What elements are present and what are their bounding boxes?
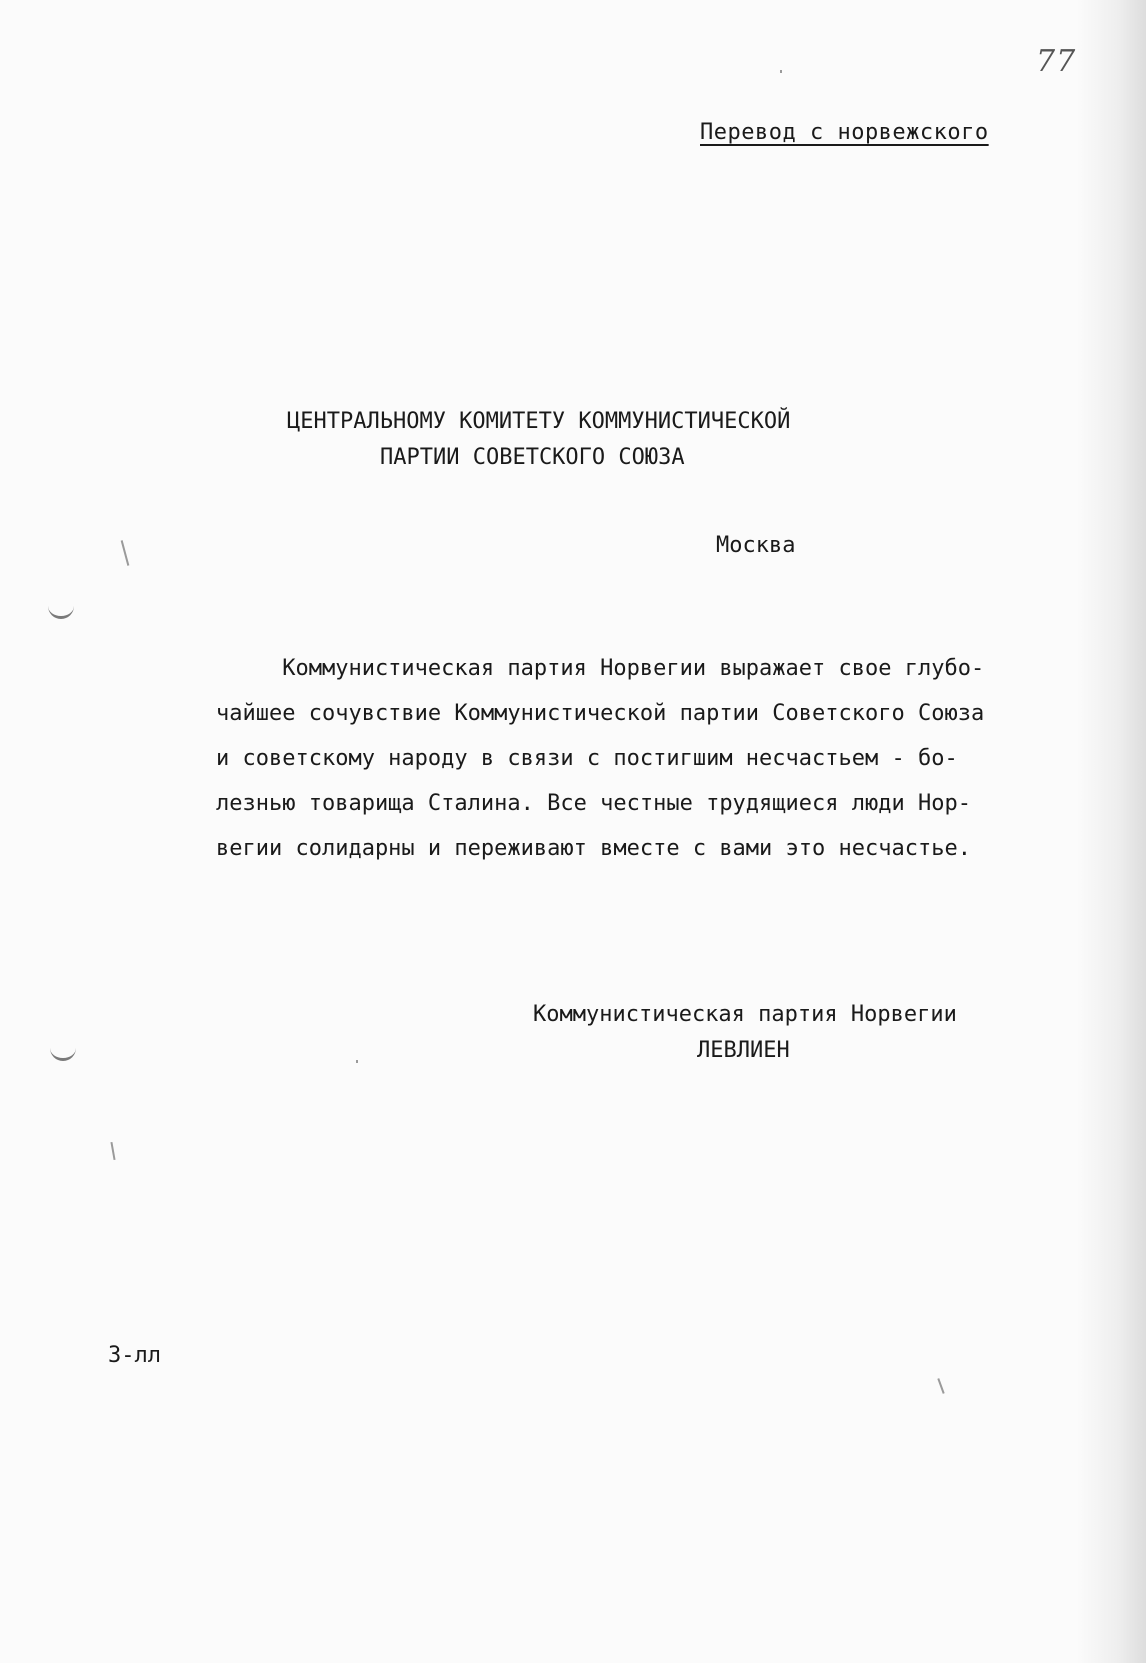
punch-hole-mark — [48, 602, 74, 619]
body-line: и советскому народу в связи с постигшим несчастьем - бо- — [216, 746, 958, 771]
body-line: вегии солидарны и переживают вместе с вами это несчастье. — [216, 836, 971, 861]
body-line: Коммунистическая партия Норвегии выражает свое глубо- — [216, 656, 985, 681]
signature-organization: Коммунистическая партия Норвегии — [533, 1002, 957, 1027]
sheet-count: 3-лл — [108, 1343, 161, 1368]
addressee-line: ЦЕНТРАЛЬНОМУ КОМИТЕТУ КОММУНИСТИЧЕСКОЙ — [287, 409, 791, 434]
paper-mark — [937, 1378, 944, 1394]
paper-mark — [110, 1142, 115, 1160]
body-line: лезнью товарища Сталина. Все честные трудящиеся люди Нор- — [216, 791, 971, 816]
letter-body — [216, 646, 1096, 871]
folio-number: 77 — [1036, 44, 1077, 79]
signature-name: ЛЕВЛИЕН — [697, 1038, 790, 1063]
addressee-line: ПАРТИИ СОВЕТСКОГО СОЮЗА — [380, 445, 685, 470]
paper-mark — [780, 70, 782, 73]
paper-mark — [121, 540, 130, 566]
body-line: чайшее сочувствие Коммунистической партии Советского Союза — [216, 701, 985, 726]
paper-mark — [356, 1060, 358, 1063]
translation-note: Перевод с норвежского — [700, 120, 989, 145]
punch-hole-mark — [50, 1044, 76, 1061]
city-line: Москва — [716, 533, 796, 558]
